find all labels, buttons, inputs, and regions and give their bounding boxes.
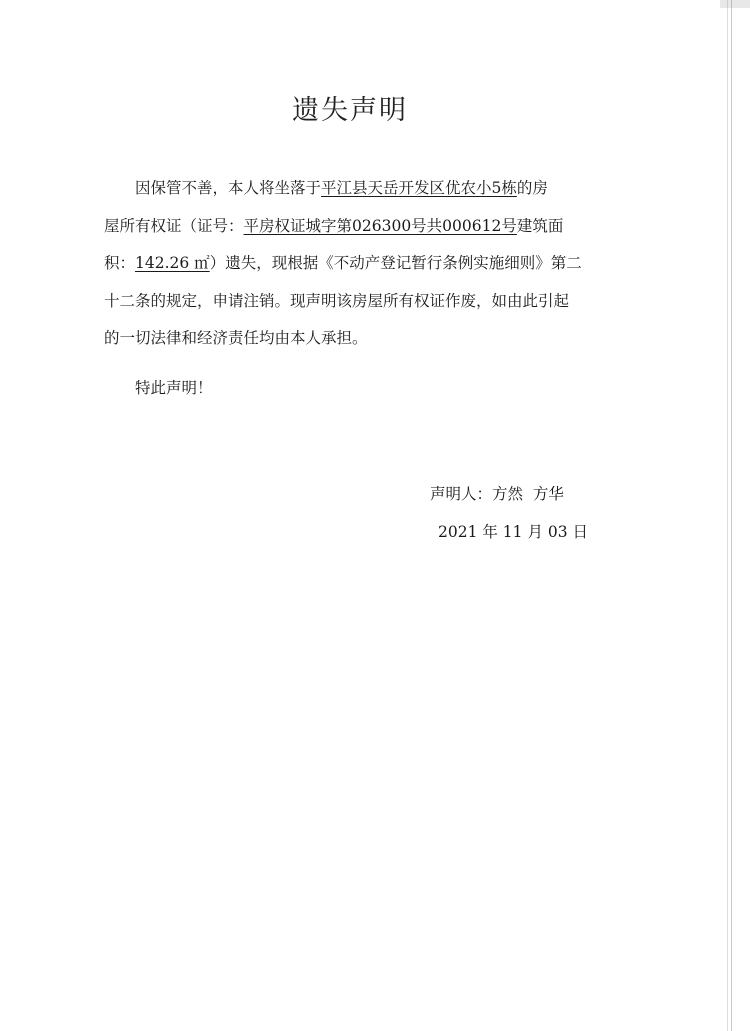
body-text-segment: ）遗失，现根据《不动产登记暂行条例实施细则》第二 bbox=[209, 254, 582, 272]
signature-label: 声明人： bbox=[430, 485, 493, 503]
closing-statement: 特此声明！ bbox=[135, 379, 213, 397]
signature-block bbox=[430, 482, 564, 504]
body-line-3 bbox=[104, 245, 618, 283]
scan-edge-line bbox=[727, 0, 728, 1031]
document-title: 遗失声明 bbox=[292, 95, 408, 126]
body-line-2 bbox=[104, 208, 618, 246]
property-address: 平江县天岳开发区优农小5栋 bbox=[321, 179, 517, 197]
body-line-4: 十二条的规定，申请注销。现声明该房屋所有权证作废，如由此引起 bbox=[104, 291, 570, 310]
signature-names: 方然 方华 bbox=[492, 485, 564, 503]
body-line-1 bbox=[104, 170, 618, 208]
body-text-segment: 的房 bbox=[516, 179, 548, 197]
declaration-body bbox=[104, 170, 618, 358]
declaration-date: 2021 年 11 月 03 日 bbox=[438, 523, 589, 541]
body-text-segment: 积： bbox=[104, 254, 136, 272]
building-area: 142.26 ㎡ bbox=[135, 254, 210, 272]
scan-edge-mark bbox=[720, 0, 750, 8]
body-line-5: 的一切法律和经济责任均由本人承担。 bbox=[104, 329, 368, 347]
certificate-number: 平房权证城字第026300号共000612号 bbox=[243, 216, 517, 235]
scan-edge-line bbox=[731, 0, 732, 1031]
body-text-segment: 建筑面 bbox=[516, 216, 564, 235]
body-text-segment: 因保管不善，本人将坐落于 bbox=[135, 179, 322, 197]
body-text-segment: 屋所有权证（证号： bbox=[104, 216, 244, 235]
